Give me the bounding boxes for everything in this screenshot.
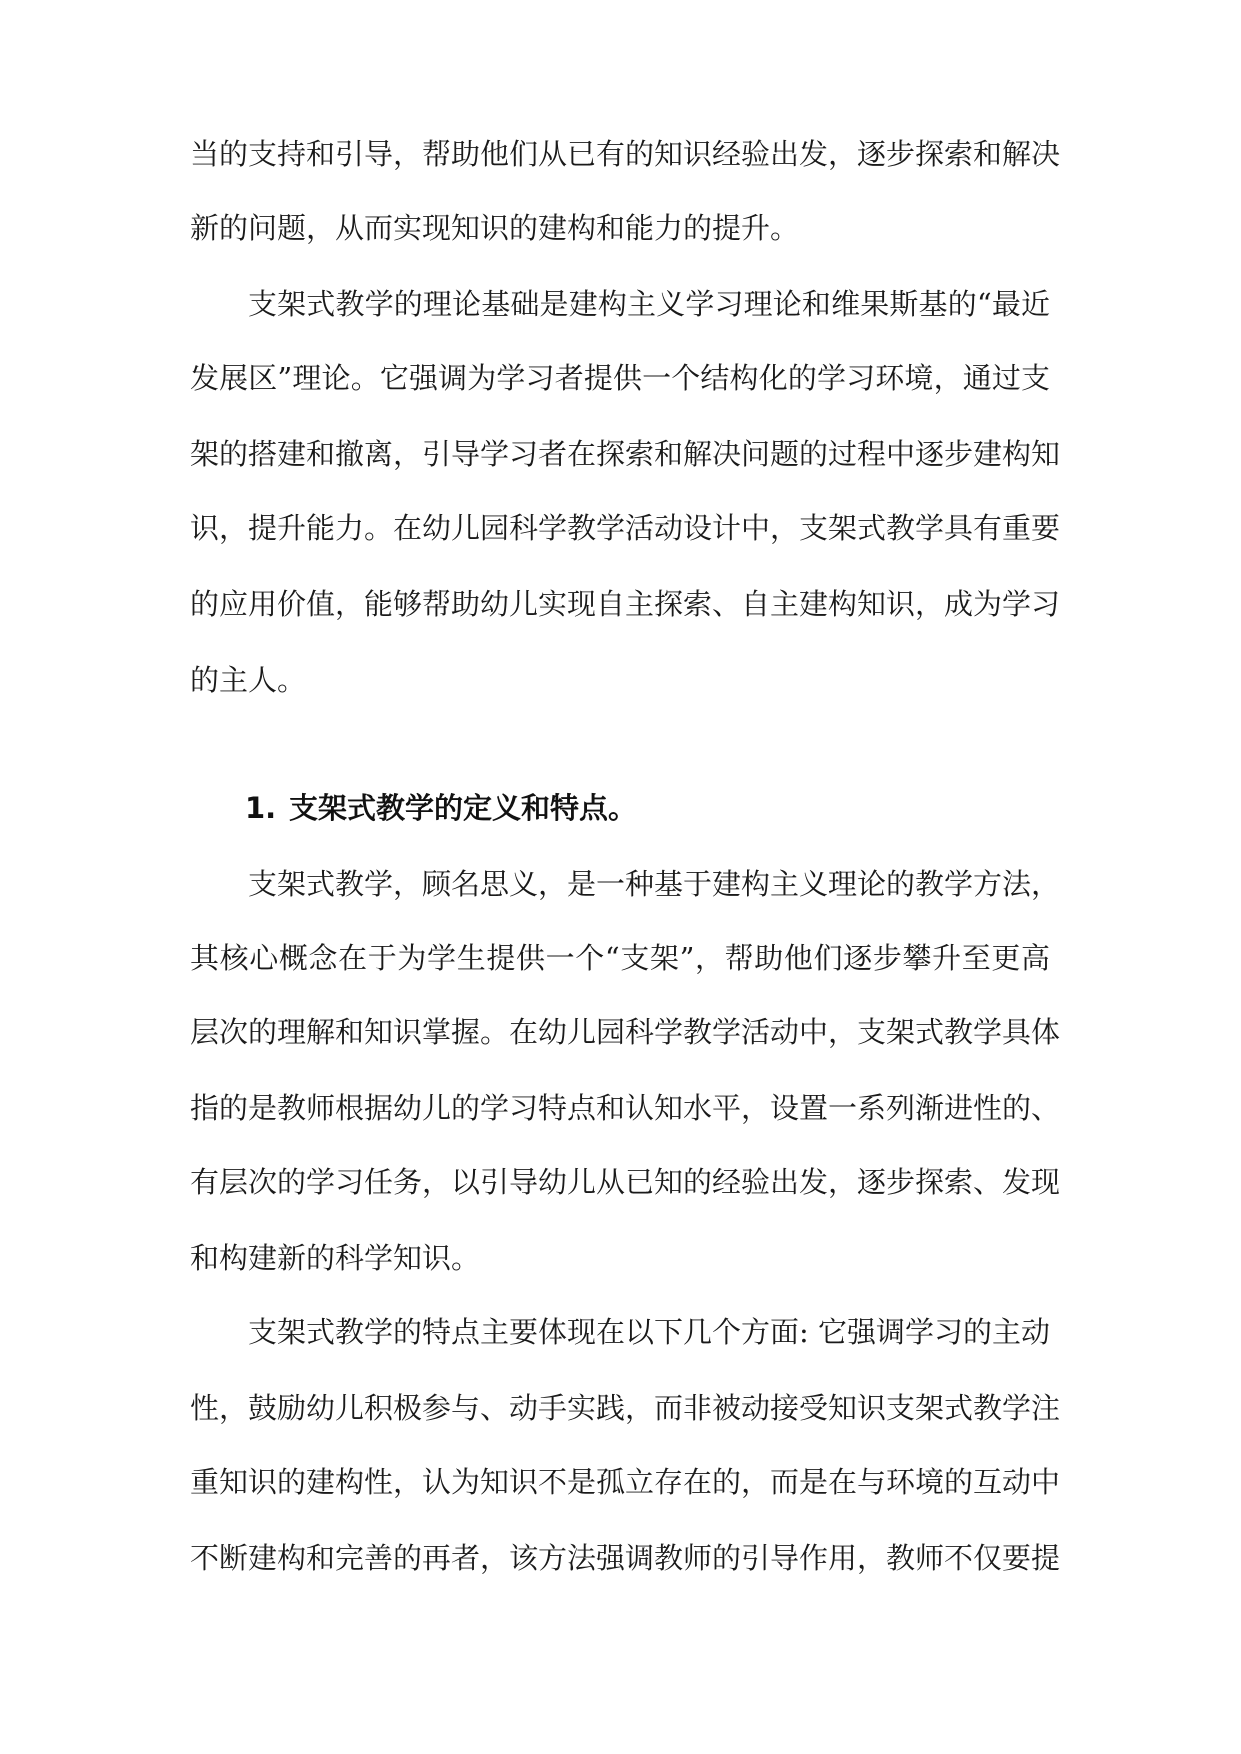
paragraph-3-line-1: 支架式教学，顾名思义，是一种基于建构主义理论的教学方法，: [248, 867, 1061, 901]
paragraph-3-line-3: 层次的理解和知识掌握。在幼儿园科学教学活动中，支架式教学具体: [190, 1015, 1061, 1049]
paragraph-3-line-5: 有层次的学习任务，以引导幼儿从已知的经验出发，逐步探索、发现: [190, 1165, 1061, 1199]
paragraph-2-line-5: 的应用价值，能够帮助幼儿实现自主探索、自主建构知识，成为学习: [190, 587, 1061, 621]
paragraph-4-line-3: 重知识的建构性，认为知识不是孤立存在的，而是在与环境的互动中: [190, 1465, 1061, 1499]
paragraph-2-line-3: 架的搭建和撤离，引导学习者在探索和解决问题的过程中逐步建构知: [190, 437, 1061, 471]
paragraph-3-line-6: 和构建新的科学知识。: [190, 1241, 481, 1275]
paragraph-3-line-2: 其核心概念在于为学生提供一个“支架”，帮助他们逐步攀升至更高: [190, 941, 1050, 975]
paragraph-4-line-2: 性，鼓励幼儿积极参与、动手实践，而非被动接受知识支架式教学注: [190, 1391, 1061, 1425]
section-heading-text: 支架式教学的定义和特点。: [289, 791, 638, 825]
section-heading: [245, 788, 637, 828]
paragraph-2-line-6: 的主人。: [190, 663, 307, 697]
paragraph-3-line-4: 指的是教师根据幼儿的学习特点和认知水平，设置一系列渐进性的、: [190, 1091, 1061, 1125]
paragraph-4-line-4: 不断建构和完善的再者，该方法强调教师的引导作用，教师不仅要提: [190, 1541, 1061, 1575]
paragraph-1-line-2: 新的问题，从而实现知识的建构和能力的提升。: [190, 211, 800, 245]
section-heading-number: 1.: [245, 791, 277, 825]
paragraph-2-line-2: 发展区”理论。它强调为学习者提供一个结构化的学习环境，通过支: [190, 361, 1050, 395]
paragraph-2-line-1: 支架式教学的理论基础是建构主义学习理论和维果斯基的“最近: [248, 287, 1050, 321]
paragraph-2-line-4: 识，提升能力。在幼儿园科学教学活动设计中，支架式教学具有重要: [190, 511, 1061, 545]
paragraph-1-line-1: 当的支持和引导，帮助他们从已有的知识经验出发，逐步探索和解决: [190, 137, 1061, 171]
paragraph-4-line-1: 支架式教学的特点主要体现在以下几个方面: 它强调学习的主动: [248, 1315, 1050, 1349]
